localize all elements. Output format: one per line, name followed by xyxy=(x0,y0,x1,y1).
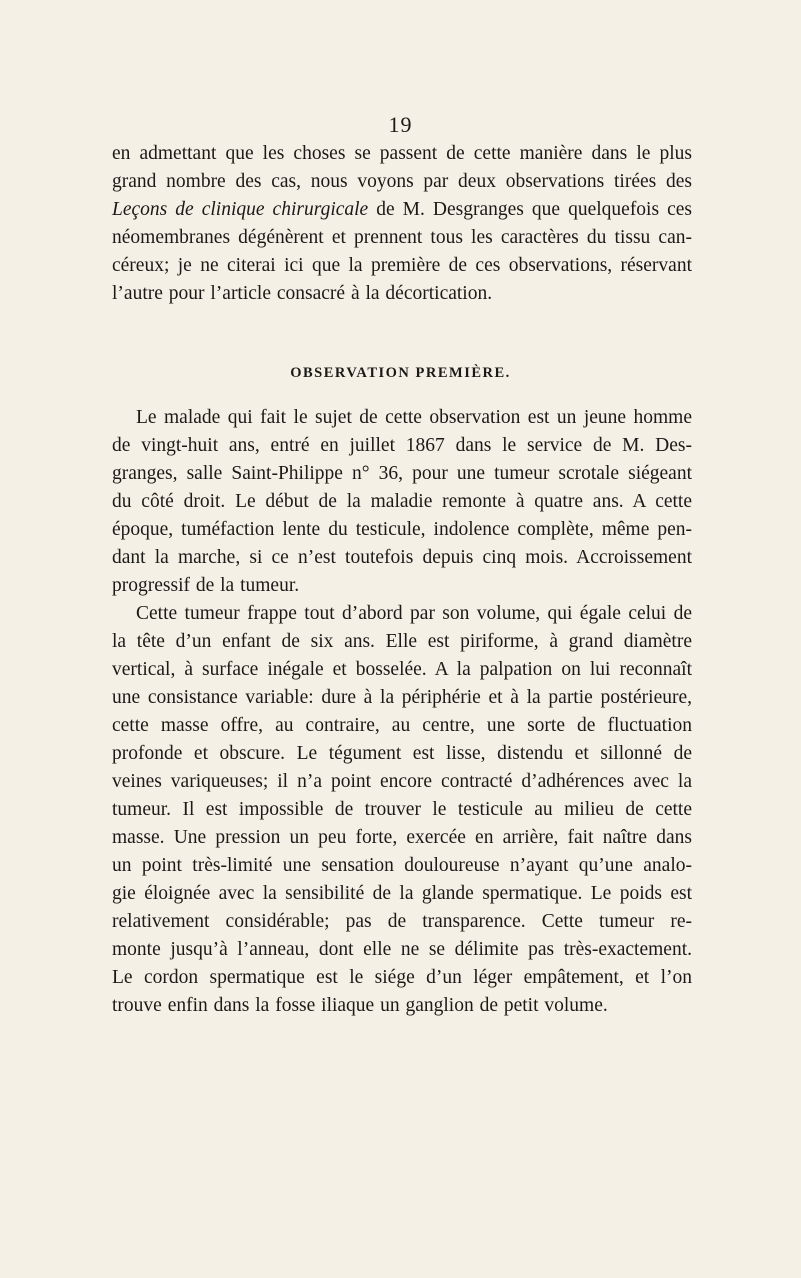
text-line: du côté droit. Le début de la maladie remonte à quatre ans. A cette xyxy=(112,491,692,512)
page-number: 19 xyxy=(388,112,413,137)
section-title: OBSERVATION PREMIÈRE. xyxy=(290,365,511,381)
text-line: profonde et obscure. Le tégument est lisse, distendu et sillonné de xyxy=(112,743,692,764)
text-line: grand nombre des cas, nous voyons par deux observations tirées des xyxy=(112,171,692,192)
text-line: en admettant que les choses se passent de cette manière dans le plus xyxy=(112,143,692,164)
text-line: Le malade qui fait le sujet de cette observation est un jeune homme xyxy=(136,407,692,428)
text-line: époque, tuméfaction lente du testicule, indolence complète, même pen- xyxy=(112,519,692,540)
text-line: la tête d’un enfant de six ans. Elle est piriforme, à grand diamètre xyxy=(112,631,692,652)
text-line: céreux; je ne citerai ici que la première de ces observations, réservant xyxy=(112,255,692,276)
text-line: granges, salle Saint-Philippe n° 36, pour une tumeur scrotale siégeant xyxy=(112,463,692,484)
text-line: Le cordon spermatique est le siége d’un léger empâtement, et l’on xyxy=(112,967,692,988)
text-line: relativement considérable; pas de transparence. Cette tumeur re- xyxy=(112,911,692,932)
text-line: un point très-limité une sensation douloureuse n’ayant qu’une analo- xyxy=(112,855,692,876)
text-line: vertical, à surface inégale et bosselée. A la palpation on lui reconnaît xyxy=(112,659,692,680)
text-line: Cette tumeur frappe tout d’abord par son volume, qui égale celui de xyxy=(136,603,692,624)
text-line: veines variqueuses; il n’a point encore contracté d’adhérences avec la xyxy=(112,771,692,792)
text-line: monte jusqu’à l’anneau, dont elle ne se délimite pas très-exactement. xyxy=(112,939,692,960)
text-line: gie éloignée avec la sensibilité de la glande spermatique. Le poids est xyxy=(112,883,692,904)
book-title-italic: Leçons de clinique chirurgicale xyxy=(112,199,369,220)
text-line: tumeur. Il est impossible de trouver le testicule au milieu de cette xyxy=(112,799,692,820)
text-line xyxy=(112,196,692,224)
text-line: trouve enfin dans la fosse iliaque un ganglion de petit volume. xyxy=(112,995,608,1016)
text-line: une consistance variable: dure à la périphérie et à la partie postérieure, xyxy=(112,687,692,708)
text-line: l’autre pour l’article consacré à la décortication. xyxy=(112,283,493,304)
text-line: masse. Une pression un peu forte, exercée en arrière, fait naître dans xyxy=(112,827,692,848)
text-line: progressif de la tumeur. xyxy=(112,575,300,596)
text-line: dant la marche, si ce n’est toutefois depuis cinq mois. Accroissement xyxy=(112,547,692,568)
text-fragment: de M. Desgranges que quelquefois ces xyxy=(368,199,692,220)
text-line: cette masse offre, au contraire, au centre, une sorte de fluctuation xyxy=(112,715,692,736)
text-line: de vingt-huit ans, entré en juillet 1867 dans le service de M. Des- xyxy=(112,435,692,456)
text-line: néomembranes dégénèrent et prennent tous les caractères du tissu can- xyxy=(112,227,692,248)
